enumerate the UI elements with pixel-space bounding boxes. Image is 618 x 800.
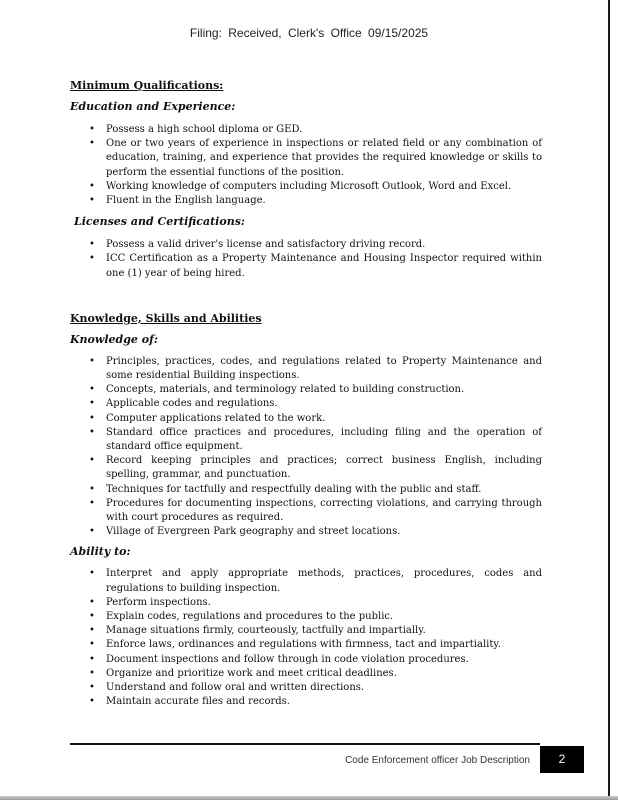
footer-rule: [70, 743, 540, 745]
knowledge-list: [70, 355, 542, 540]
filing-stamp: Filing: Received, Clerk's Office 09/15/2025: [189, 26, 429, 40]
footer-doc-title: Code Enforcement officer Job Description: [345, 755, 530, 766]
page-number: 2: [540, 746, 584, 773]
list-item: • Enforce laws, ordinances and regulations with firmness, tact and impartiality.: [70, 638, 542, 652]
list-item: • Understand and follow oral and written directions.: [70, 681, 542, 695]
list-item: • Standard office practices and procedures, including filing and the operation of standard office equipment.: [70, 426, 542, 454]
list-item: • Concepts, materials, and terminology related to building construction.: [70, 383, 542, 397]
list-item: • Procedures for documenting inspections, correcting violations, and carrying through with court procedures as required.: [70, 497, 542, 525]
list-item: • Village of Evergreen Park geography and street locations.: [70, 525, 542, 539]
ability-subheading: Ability to:: [70, 545, 131, 559]
list-item: • Document inspections and follow through in code violation procedures.: [70, 653, 542, 667]
education-subheading: Education and Experience:: [70, 100, 236, 113]
list-item: • Interpret and apply appropriate methods, practices, procedures, codes and regulations to building inspection.: [70, 567, 542, 595]
list-item: • Perform inspections.: [70, 596, 542, 610]
list-item: • Principles, practices, codes, and regulations related to Property Maintenance and some residential Building inspections.: [70, 355, 542, 383]
page-bottom-edge: [0, 796, 618, 800]
list-item: • Organize and prioritize work and meet critical deadlines.: [70, 667, 542, 681]
list-item: • Record keeping principles and practices; correct business English, including spelling, grammar, and punctuation.: [70, 454, 542, 482]
education-list: [70, 123, 542, 208]
list-item: • Fluent in the English language.: [70, 194, 542, 208]
list-item: • Computer applications related to the work.: [70, 412, 542, 426]
list-item: • Applicable codes and regulations.: [70, 397, 542, 411]
knowledge-subheading: Knowledge of:: [70, 332, 158, 346]
list-item: • Maintain accurate files and records.: [70, 695, 542, 709]
list-item: • Possess a valid driver's license and satisfactory driving record.: [70, 238, 542, 252]
list-item: • Techniques for tactfully and respectfully dealing with the public and staff.: [70, 483, 542, 497]
ksa-heading: Knowledge, Skills and Abilities: [70, 311, 262, 325]
document-body: [70, 78, 542, 710]
licenses-list: [70, 238, 542, 281]
list-item: • Manage situations firmly, courteously, tactfully and impartially.: [70, 624, 542, 638]
ability-list: [70, 567, 542, 709]
min-qualifications-heading: Minimum Qualifications:: [70, 79, 224, 92]
page-edge: [608, 0, 610, 800]
list-item: • Explain codes, regulations and procedures to the public.: [70, 610, 542, 624]
list-item: • Possess a high school diploma or GED.: [70, 123, 542, 137]
list-item: • ICC Certification as a Property Maintenance and Housing Inspector required within one (1) year of being hired.: [70, 252, 542, 280]
list-item: • Working knowledge of computers including Microsoft Outlook, Word and Excel.: [70, 180, 542, 194]
list-item: • One or two years of experience in inspections or related field or any combination of education, training, and experience that provides the required knowledge or skills to perform the essential functions of the position.: [70, 137, 542, 180]
licenses-subheading: Licenses and Certifications:: [74, 215, 245, 229]
